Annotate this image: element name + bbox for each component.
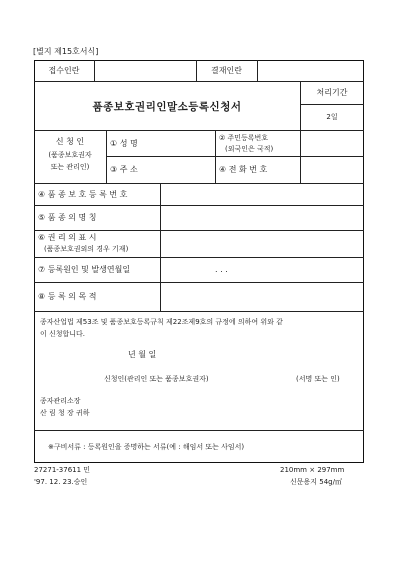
applicant-bottom [34, 183, 364, 184]
statement-line-1: 종자산업법 제53조 및 품종보호등록규칙 제22조제9호의 규정에 의하여 위와 같 [40, 318, 283, 326]
paper-size: 210mm × 297mm [280, 466, 345, 474]
header-row-line [34, 81, 364, 82]
rights-indication-label: ⑥ 권 리 의 표 시 [38, 233, 97, 242]
variety-name-label: ⑤ 품 종 의 명 칭 [38, 213, 97, 222]
signer-label: 신청인(관리인 또는 품종보호권자) [104, 375, 209, 383]
registration-date-value: . . . [215, 265, 228, 274]
receipt-label: 접수인란 [48, 66, 80, 75]
approval-date: '97. 12. 23.승인 [34, 478, 88, 486]
nationality-note: (외국인은 국적) [225, 145, 274, 153]
title-row-bottom [34, 130, 364, 131]
processing-period-value: 2일 [326, 113, 338, 121]
border-bottom [34, 462, 364, 463]
registration-number-label: ④ 품 종 보 호 등 록 번 호 [38, 190, 128, 199]
date-line: 년 월 일 [128, 350, 157, 359]
applicant-label: 신 청 인 [55, 137, 85, 146]
form-title: 품종보호권리인말소등록신청서 [92, 101, 242, 113]
statement-line-2: 이 신청합니다. [40, 330, 86, 338]
signature-note: (서명 또는 인) [296, 375, 340, 383]
recipient-line-2: 산 림 청 장 귀하 [40, 409, 90, 417]
border-left [34, 60, 35, 463]
required-documents-note: ※구비서류 : 등록원인을 증명하는 서류(예 : 해임서 또는 사임서) [48, 443, 245, 451]
registration-purpose-label: ⑧ 등 록 의 목 적 [38, 292, 97, 301]
border-top [34, 60, 364, 61]
paper-type: 신문용지 54g/㎡ [290, 478, 342, 486]
address-label: ③ 주 소 [110, 165, 138, 174]
rights-indication-note: (품종보호권외의 경우 기재) [44, 245, 129, 253]
applicant-sub-label-2: 또는 관리인) [50, 163, 90, 171]
form-code: 27271-37611 민 [34, 466, 91, 474]
registration-cause-label: ⑦ 등록원인 및 발생연월일 [38, 265, 131, 274]
form-label: [별지 제15호서식] [33, 47, 99, 56]
resident-number-label: ② 주민등록번호 [219, 134, 269, 142]
applicant-sub-label-1: (품종보호권자 [48, 151, 92, 159]
recipient-line-1: 종자관리소장 [40, 397, 81, 405]
approval-label: 결재인란 [211, 66, 242, 75]
phone-label: ④ 전 화 번 호 [219, 165, 268, 174]
name-label: ① 성 명 [110, 139, 138, 148]
processing-period-label: 처리기간 [316, 88, 348, 97]
